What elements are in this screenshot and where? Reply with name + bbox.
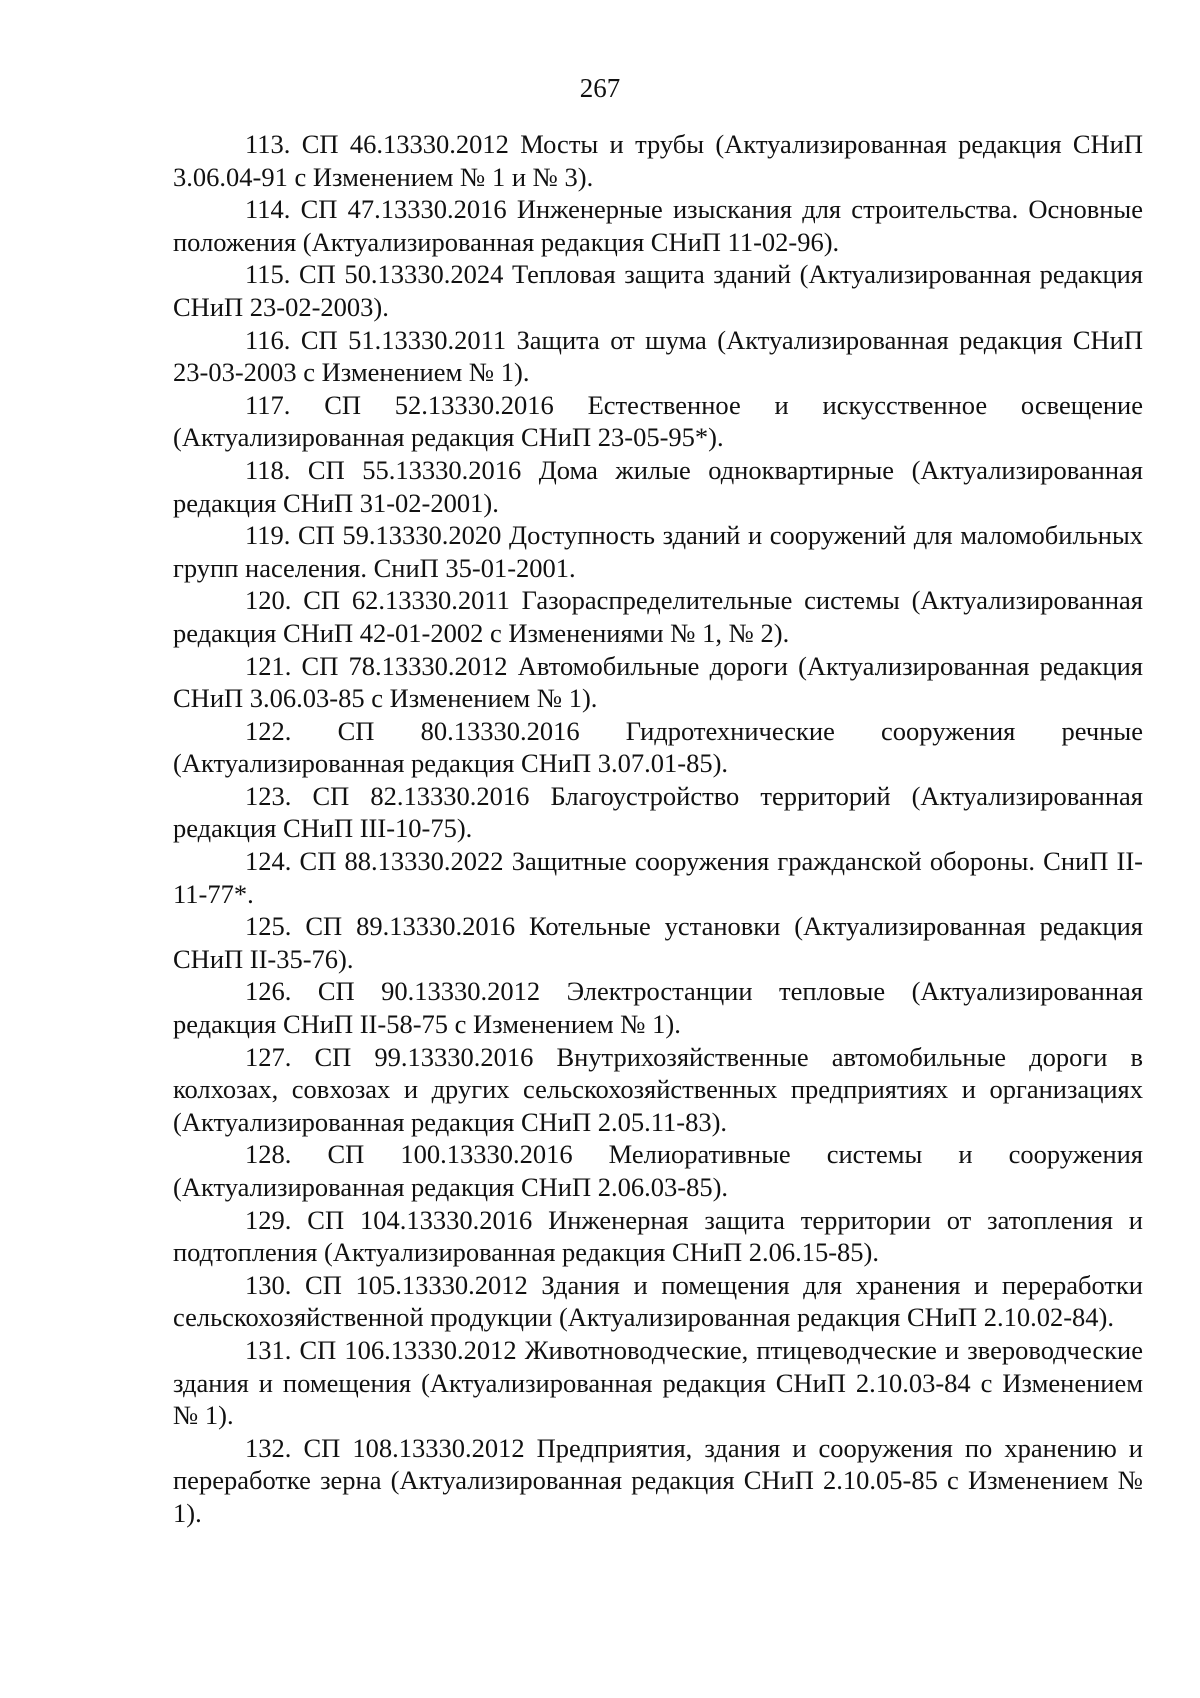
list-item: 121. СП 78.13330.2012 Автомобильные дороги (Актуализированная редакция СНиП 3.06.03-85 с Изменением № 1). (173, 650, 1143, 714)
list-item: 131. СП 106.13330.2012 Животноводческие, птицеводческие и звероводческие здания и помещения (Актуализированная редакция СНиП 2.10.03-84 с Изменением № 1). (173, 1334, 1143, 1431)
list-item: 116. СП 51.13330.2011 Защита от шума (Актуализированная редакция СНиП 23-03-2003 с Изменением № 1). (173, 324, 1143, 388)
page-number: 267 (579, 73, 621, 103)
list-item: 113. СП 46.13330.2012 Мосты и трубы (Актуализированная редакция СНиП 3.06.04-91 с Изменением № 1 и № 3). (173, 129, 1143, 192)
list-item: 132. СП 108.13330.2012 Предприятия, здания и сооружения по хранению и переработке зерна (Актуализированная редакция СНиП 2.10.05-85 с Изменением № 1). (173, 1432, 1143, 1528)
list-item: 114. СП 47.13330.2016 Инженерные изыскания для строительства. Основные положения (Актуализированная редакция СНиП 11-02-96). (173, 194, 1143, 257)
list-item: 117. СП 52.13330.2016 Естественное и искусственное освещение (Актуализированная редакция СНиП 23-05-95*). (173, 389, 1143, 453)
list-item: 118. СП 55.13330.2016 Дома жилые одноквартирные (Актуализированная редакция СНиП 31-02-2001). (173, 454, 1143, 518)
list-item: 128. СП 100.13330.2016 Мелиоративные системы и сооружения (Актуализированная редакция СНиП 2.06.03-85). (173, 1139, 1143, 1202)
list-item: 125. СП 89.13330.2016 Котельные установки (Актуализированная редакция СНиП II-35-76). (173, 911, 1143, 974)
list-item: 130. СП 105.13330.2012 Здания и помещения для хранения и переработки сельскохозяйственной продукции (Актуализированная редакция СНиП 2.10.02-84). (173, 1269, 1143, 1333)
list-item: 126. СП 90.13330.2012 Электростанции тепловые (Актуализированная редакция СНиП II-58-75 с Изменением № 1). (173, 976, 1143, 1040)
list-item: 127. СП 99.13330.2016 Внутрихозяйственные автомобильные дороги в колхозах, совхозах и других сельскохозяйственных предприятиях и организациях (Актуализированная редакция СНиП 2.05.11-83). (173, 1041, 1143, 1137)
list-item: 124. СП 88.13330.2022 Защитные сооружения гражданской обороны. СниП II-11-77*. (173, 846, 1143, 909)
list-item: 123. СП 82.13330.2016 Благоустройство территорий (Актуализированная редакция СНиП III-10-75). (173, 780, 1143, 844)
list-item: 115. СП 50.13330.2024 Тепловая защита зданий (Актуализированная редакция СНиП 23-02-2003). (173, 259, 1143, 322)
list-item: 119. СП 59.13330.2020 Доступность зданий и сооружений для маломобильных групп населения. СниП 35-01-2001. (173, 520, 1143, 583)
standards-list (173, 128, 1143, 1530)
list-item: 120. СП 62.13330.2011 Газораспределительные системы (Актуализированная редакция СНиП 42-01-2002 с Изменениями № 1, № 2). (173, 585, 1143, 648)
list-item: 129. СП 104.13330.2016 Инженерная защита территории от затопления и подтопления (Актуализированная редакция СНиП 2.06.15-85). (173, 1204, 1143, 1268)
list-item: 122. СП 80.13330.2016 Гидротехнические сооружения речные (Актуализированная редакция СНиП 3.07.01-85). (173, 715, 1143, 779)
